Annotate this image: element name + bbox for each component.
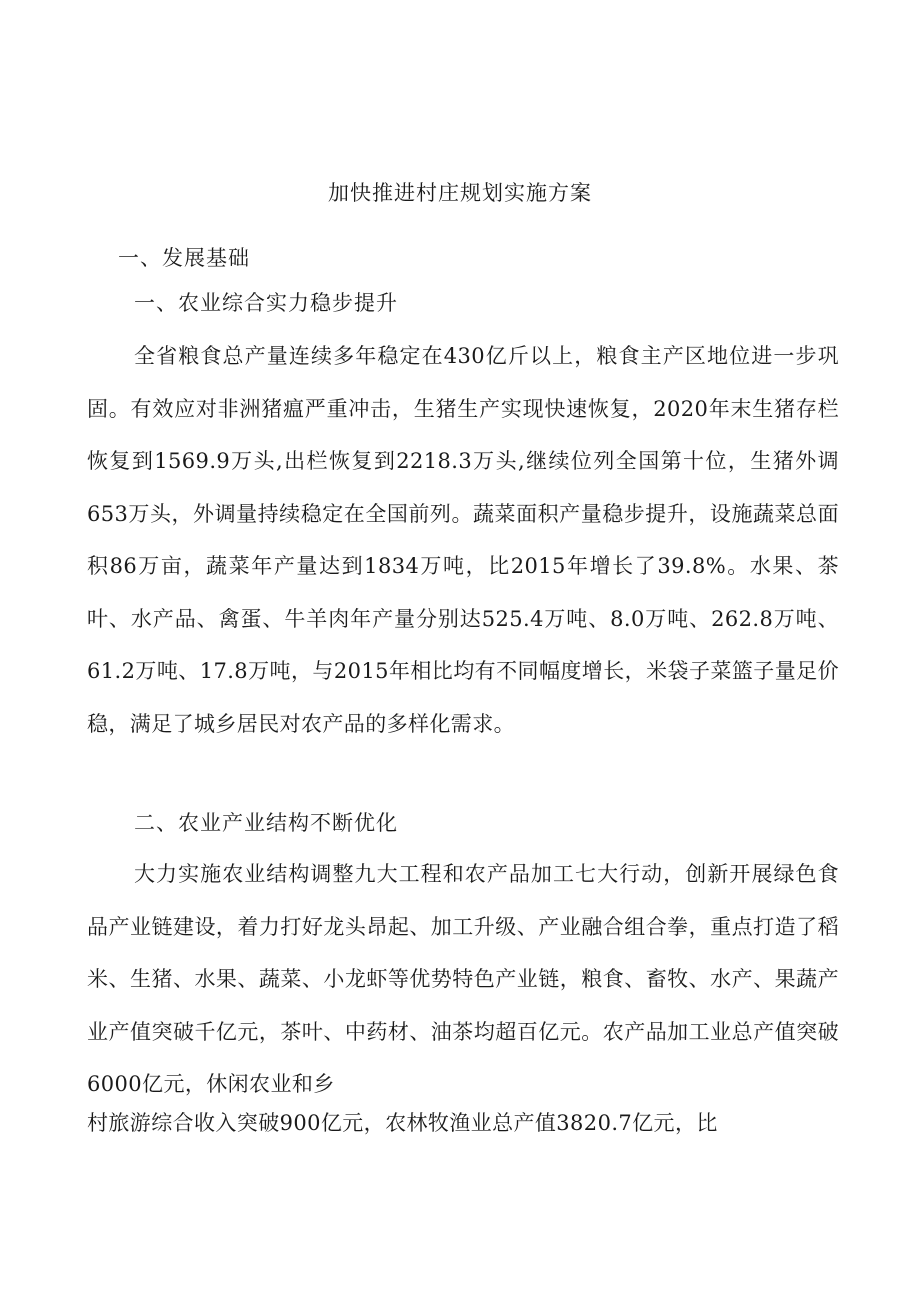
section-heading: 一、发展基础 [118,246,250,270]
subsection-heading-1: 一、农业综合实力稳步提升 [134,291,398,315]
paragraph-2: 大力实施农业结构调整九大工程和农产品加工七大行动，创新开展绿色食品产业链建设，着力打好龙头昂起、加工升级、产业融合组合拳，重点打造了稻米、生猪、水果、蔬菜、小龙虾等优势特色产业链，粮食、畜牧、水产、果蔬产业产值突破千亿元，茶叶、中药材、油茶均超百亿元。农产品加工业总产值突破6000亿元，休闲农业和乡 [87,862,839,1096]
paragraph-2-continuation: 村旅游综合收入突破900亿元，农林牧渔业总产值3820.7亿元，比 [87,1111,718,1135]
paragraph-1: 全省粮食总产量连续多年稳定在430亿斤以上，粮食主产区地位进一步巩固。有效应对非洲猪瘟严重冲击，生猪生产实现快速恢复，2020年末生猪存栏恢复到1569.9万头,出栏恢复到2218.3万头,继续位列全国第十位，生猪外调653万头，外调量持续稳定在全国前列。蔬菜面积产量稳步提升，设施蔬菜总面积86万亩，蔬菜年产量达到1834万吨，比2015年增长了39.8%。水果、茶叶、水产品、禽蛋、牛羊肉年产量分别达525.4万吨、8.0万吨、262.8万吨、61.2万吨、17.8万吨，与2015年相比均有不同幅度增长，米袋子菜篮子量足价稳，满足了城乡居民对农产品的多样化需求。 [87,344,839,736]
document-title: 加快推进村庄规划实施方案 [328,181,592,205]
subsection-heading-2: 二、农业产业结构不断优化 [134,811,398,835]
